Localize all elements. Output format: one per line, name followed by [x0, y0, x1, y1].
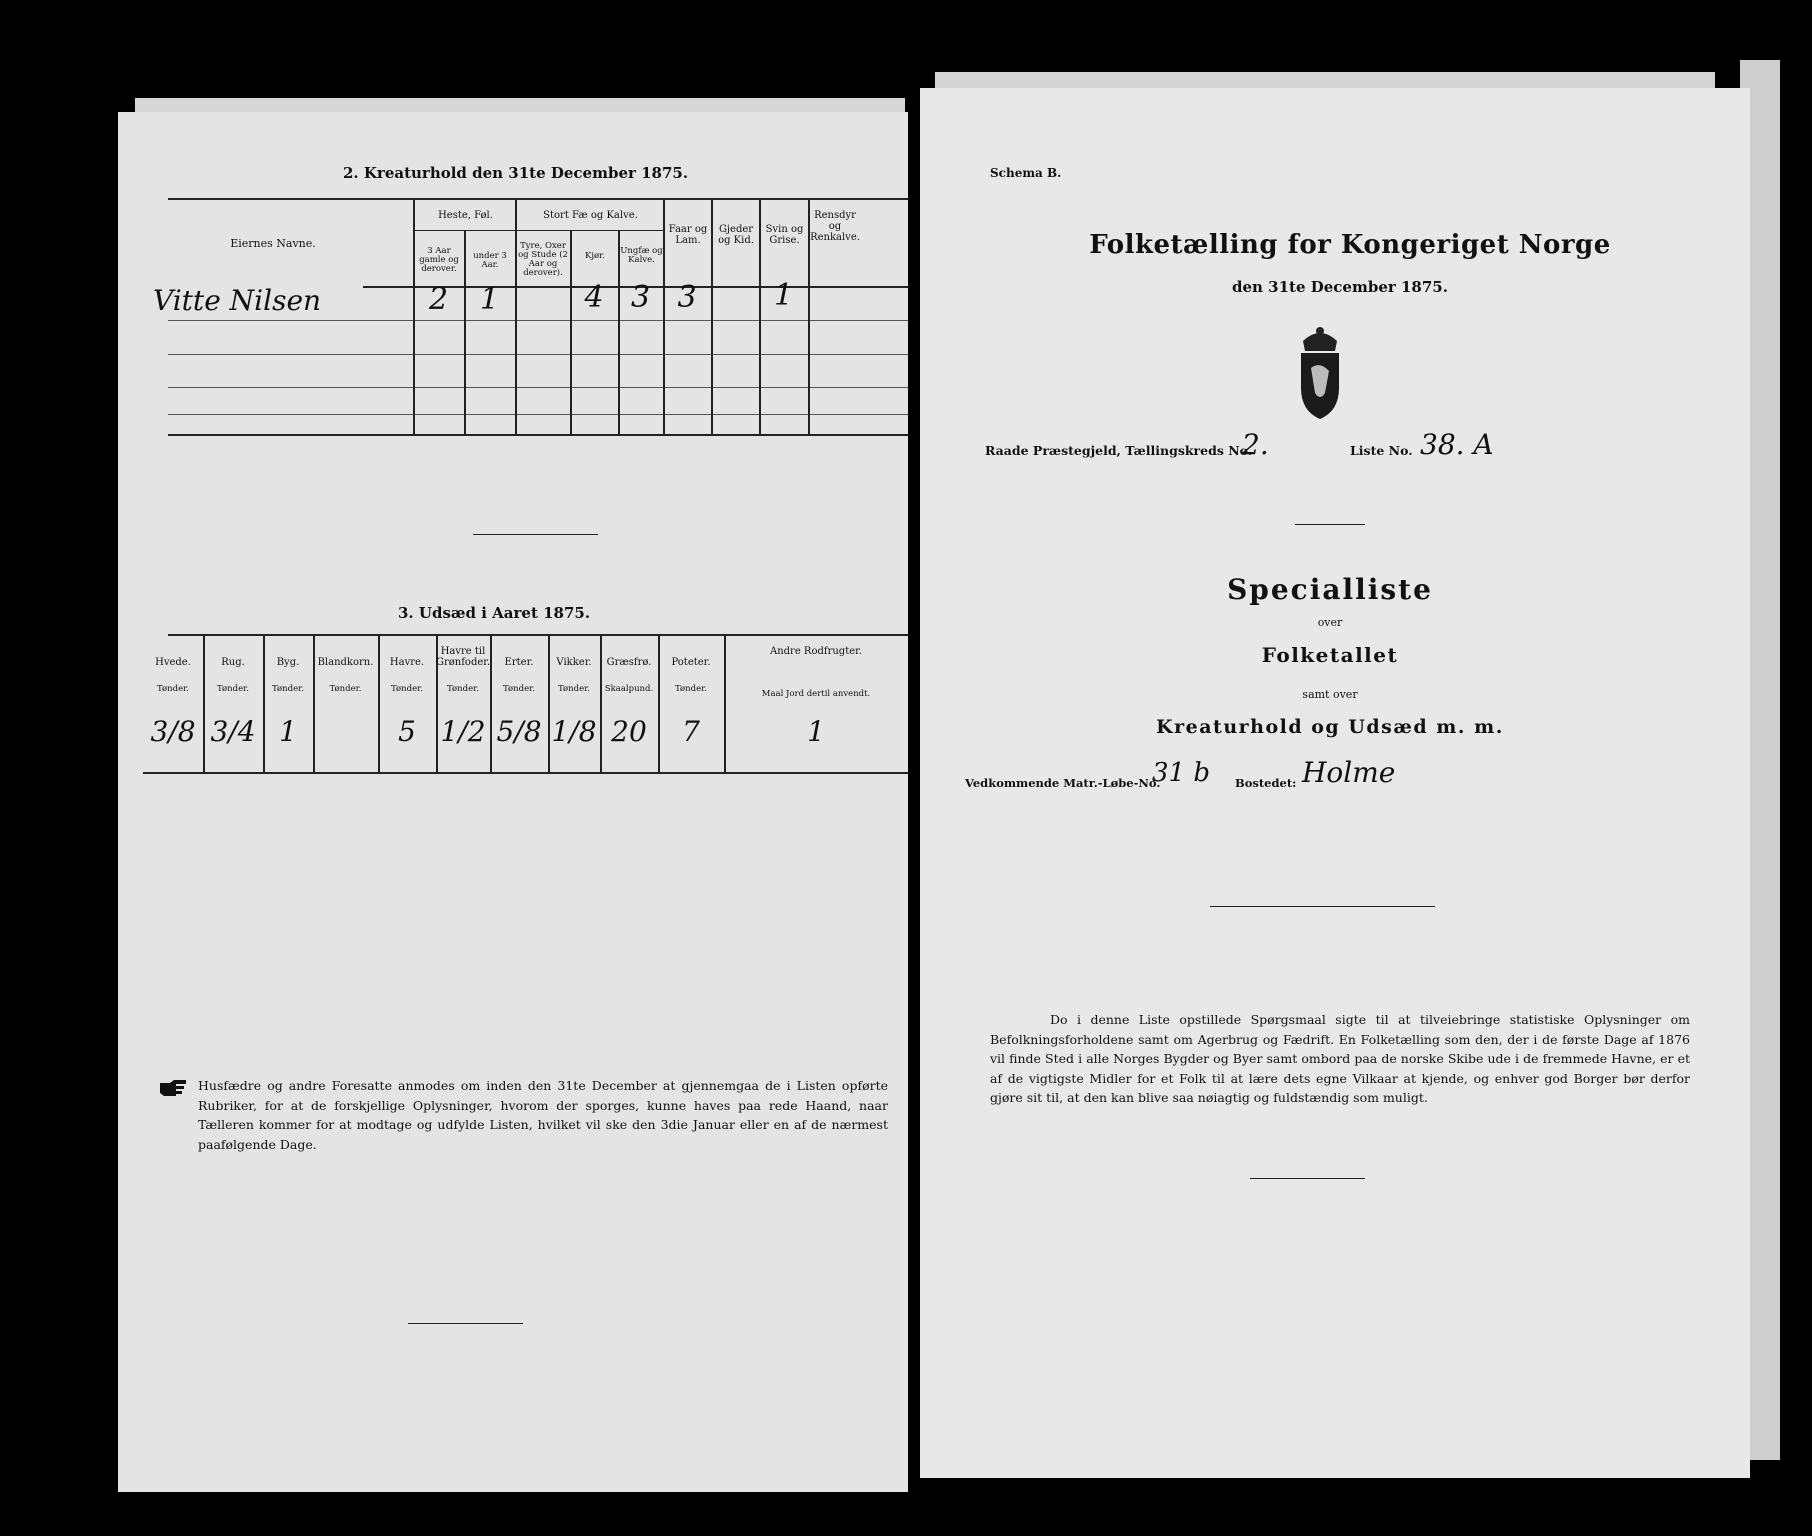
- right-page: [920, 88, 1750, 1478]
- livestock-section-title: 2. Kreaturhold den 31te December 1875.: [343, 164, 689, 182]
- sowing-value-2: 3/4: [210, 715, 256, 748]
- bulls-oxen-header: Tyre, Oxer og Stude (2 Aar og derover).: [518, 241, 568, 278]
- horses-3yr-header: 3 Aar gamle og derover.: [419, 246, 459, 274]
- population-heading: Folketallet: [1261, 643, 1399, 667]
- sowing-header-5: Havre.: [389, 657, 425, 668]
- over-text-1: over: [1317, 616, 1343, 629]
- sowing-value-1: 3/8: [150, 715, 196, 748]
- census-title: Folketælling for Kongeriget Norge: [1089, 230, 1611, 260]
- sowing-unit-3: Tønder.: [272, 684, 304, 694]
- sowing-header-2: Rug.: [221, 657, 245, 668]
- purpose-paragraph: Do i denne Liste opstillede Spørgsmaal sigte til at tilveiebringe statistiske Oplysninger om Befolkningsforholdene samt om Agerbrug og Fædrift. En Folketælling som den, der i de første Dage af 1876 vil finde Sted i alle Norges Bygder og Byer samt ombord paa de norske Skibe ude i de fremmede Havne, er et af de vigtigste Midler for et Folk til at lære dets egne Vilkaar at kjende, og enhver god Borger bør derfor gjøre sit til, at den kan blive saa nøiagtig og fuldstændig som muligt.: [990, 1012, 1690, 1105]
- matr-number: 31 b: [1152, 758, 1210, 788]
- young-cattle-header: Ungfæ og Kalve.: [620, 246, 663, 265]
- sowing-header-8: Vikker.: [556, 657, 592, 668]
- sowing-unit-1: Tønder.: [157, 684, 189, 694]
- matr-number-label: Vedkommende Matr.-Løbe-No.: [965, 776, 1161, 790]
- sowing-header-1: Hvede.: [155, 657, 191, 668]
- horses-header: Heste, Føl.: [438, 210, 493, 221]
- pigs-header: Svin og Grise.: [765, 224, 804, 246]
- owner-name: Vitte Nilsen: [153, 284, 322, 317]
- notice-paragraph: Husfædre og andre Foresatte anmodes om inden den 31te December at gjennemgaa de i Listen opførte Rubriker, for at de forskjellige Oplysninger, hvorom der sporges, kunne haves paa rede Haand, naar Tælleren kommer for at modtage og udfylde Listen, hvilket vil ske den 3die Januar eller en af de nærmest paafølgende Dage.: [198, 1078, 888, 1152]
- sowing-header-9: Græsfrø.: [606, 657, 652, 668]
- sowing-unit-4: Tønder.: [329, 684, 362, 694]
- horses-under-value: 1: [479, 282, 500, 317]
- district-number: 2.: [1242, 428, 1269, 461]
- cows-header: Kjør.: [585, 251, 605, 261]
- pigs-value: 1: [773, 278, 794, 313]
- sowing-header-3: Byg.: [276, 657, 300, 668]
- also-over-text: samt over: [1302, 688, 1358, 701]
- horses-under-3yr-header: under 3 Aar.: [473, 251, 507, 270]
- sowing-value-10: 7: [682, 715, 700, 748]
- sowing-value-6: 1/2: [440, 715, 486, 748]
- sowing-unit-6: Tønder.: [447, 684, 479, 694]
- sowing-header-4: Blandkorn.: [317, 657, 374, 668]
- reindeer-header: Rensdyr og Renkalve.: [810, 210, 860, 243]
- sowing-header-10: Poteter.: [671, 657, 711, 668]
- census-date: den 31te December 1875.: [1232, 278, 1448, 296]
- sowing-unit-10: Tønder.: [675, 684, 707, 694]
- sowing-value-9: 20: [611, 715, 647, 748]
- sowing-value-3: 1: [279, 715, 297, 748]
- sheep-header: Faar og Lam.: [668, 224, 708, 246]
- list-label: Liste No.: [1350, 443, 1413, 458]
- pointing-hand-icon: [158, 1079, 188, 1099]
- sowing-value-7: 5/8: [496, 715, 542, 748]
- sowing-unit-8: Tønder.: [558, 684, 590, 694]
- left-page: [118, 112, 908, 1492]
- sheep-value: 3: [677, 280, 697, 315]
- sowing-value-11: 1: [807, 715, 825, 748]
- owner-name-header: Eiernes Navne.: [230, 237, 316, 250]
- sowing-unit-2: Tønder.: [217, 684, 249, 694]
- sowing-unit-7: Tønder.: [503, 684, 535, 694]
- sowing-header-11: Andre Rodfrugter.: [769, 646, 862, 657]
- residence-label: Bostedet:: [1235, 776, 1297, 790]
- schema-label: Schema B.: [990, 166, 1062, 180]
- cattle-header: Stort Fæ og Kalve.: [543, 210, 638, 221]
- sowing-unit-9: Skaalpund.: [604, 684, 654, 694]
- sowing-value-5: 5: [398, 715, 416, 748]
- sowing-section-title: 3. Udsæd i Aaret 1875.: [398, 604, 591, 622]
- sowing-unit-5: Tønder.: [391, 684, 423, 694]
- district-label: Raade Præstegjeld, Tællingskreds No.: [985, 443, 1253, 458]
- special-list-title: Specialliste: [1227, 573, 1433, 606]
- young-cattle-value: 3: [630, 280, 651, 315]
- horses-3yr-value: 2: [428, 282, 449, 317]
- sowing-value-8: 1/8: [551, 715, 597, 748]
- residence-value: Holme: [1302, 756, 1396, 789]
- coat-of-arms-icon: [1285, 323, 1355, 423]
- list-number: 38. A: [1420, 428, 1494, 461]
- sowing-header-7: Erter.: [504, 657, 534, 668]
- sowing-header-6: Havre til Grønfoder.: [436, 646, 491, 668]
- goats-header: Gjeder og Kid.: [718, 224, 754, 246]
- sowing-unit-11: Maal Jord dertil anvendt.: [761, 689, 871, 699]
- cows-value: 4: [584, 280, 604, 315]
- livestock-sowing-heading: Kreaturhold og Udsæd m. m.: [1156, 716, 1504, 738]
